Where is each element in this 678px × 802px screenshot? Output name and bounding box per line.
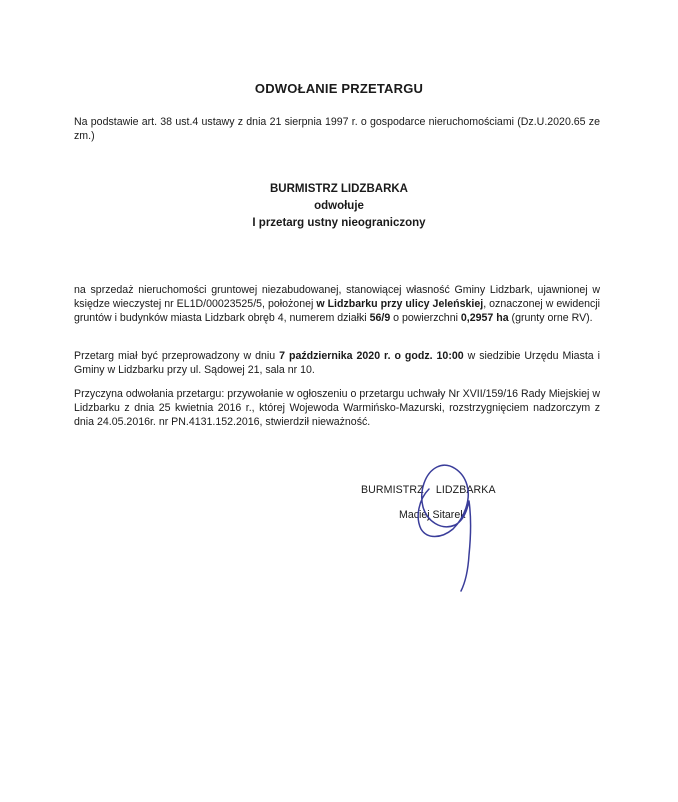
p1-location: w Lidzbarku przy ulicy Jeleńskiej: [316, 298, 484, 311]
property-description-paragraph: [74, 283, 600, 326]
signatory-title: BURMISTRZ LIDZBARKA: [361, 484, 496, 496]
p2-date: 7 października 2020 r. o godz. 10:00: [279, 350, 464, 362]
legal-basis-paragraph: Na podstawie art. 38 ust.4 ustawy z dnia 21 sierpnia 1997 r. o gospodarce nieruchomościami (Dz.U.2020.65 ze zm.): [74, 116, 600, 143]
handwritten-signature: [395, 455, 495, 595]
p1-text-2: , oznaczonej w ewidencji gruntów i budynków miasta Lidzbark obręb 4, numerem działki: [74, 298, 600, 325]
tender-type-line: I przetarg ustny nieograniczony: [252, 217, 426, 229]
p1-text-4: (grunty orne RV).: [508, 312, 593, 325]
tender-date-paragraph: [74, 349, 600, 377]
signatory-name: Maciej Sitarek: [399, 509, 466, 521]
p2-text-2: w siedzibie Urzędu Miasta i Gminy w Lidzbarku przy ul. Sądowej 21, sala nr 10.: [74, 350, 601, 377]
issuer-line: BURMISTRZ LIDZBARKA: [270, 183, 408, 195]
p2-text-1: Przetarg miał być przeprowadzony w dniu: [74, 350, 280, 362]
p1-text-3: o powierzchni: [390, 312, 461, 325]
p1-plot-number: 56/9: [369, 312, 391, 325]
signature-stroke: [418, 465, 470, 591]
announcement-heading: [0, 181, 678, 232]
cancellation-reason-paragraph: Przyczyna odwołania przetargu: przywołanie w ogłoszeniu o przetargu uchwały Nr XVII/159/16 Rady Miejskiej w Lidzbarku z dnia 25 kwietnia 2016 r., której Wojewoda Warmińsko-Mazurski, rozstrzygnięciem nadzorczym z dnia 24.05.2016r. nr PN.4131.152.2016, stwierdził nieważność.: [74, 388, 600, 429]
action-line: odwołuje: [314, 200, 364, 212]
p1-area: 0,2957 ha: [460, 312, 509, 325]
document-title: ODWOŁANIE PRZETARGU: [254, 81, 424, 96]
p1-text-1: na sprzedaż nieruchomości gruntowej niezabudowanej, stanowiącej własność Gminy Lidzbark, ujawnionej w księdze wieczystej nr EL1D/00023525/5, położonej: [74, 284, 600, 311]
